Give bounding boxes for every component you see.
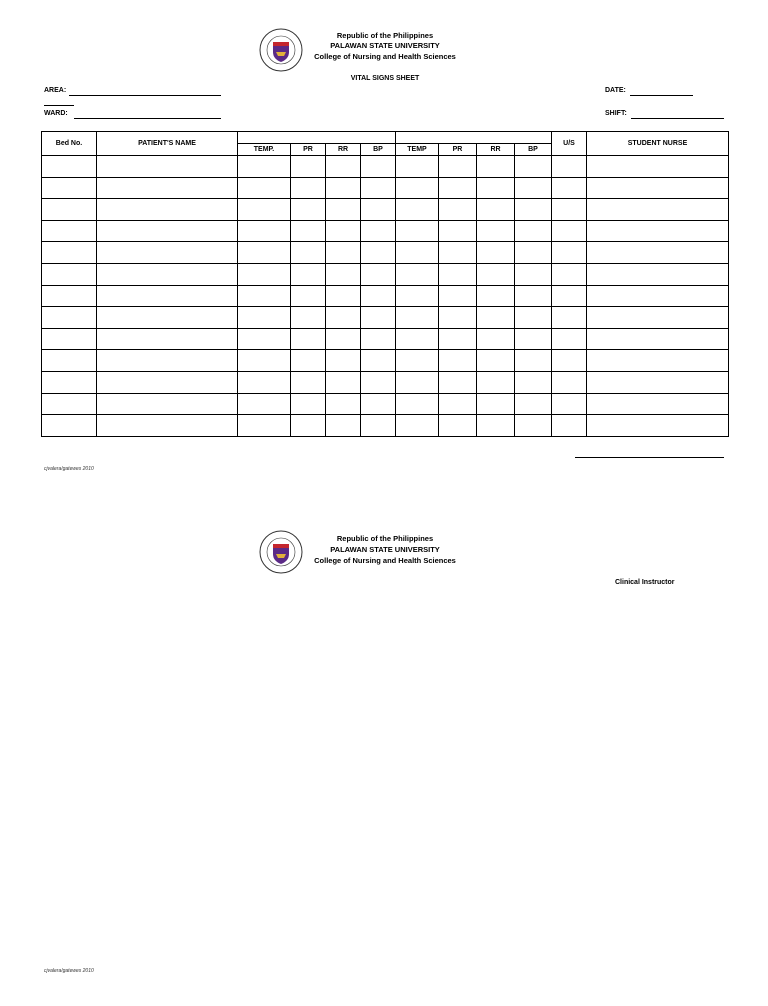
table-cell[interactable] xyxy=(552,415,587,437)
table-cell[interactable] xyxy=(439,156,477,178)
table-cell[interactable] xyxy=(238,285,291,307)
table-cell[interactable] xyxy=(326,307,361,329)
area-label: AREA: xyxy=(44,87,67,94)
table-cell[interactable] xyxy=(238,328,291,350)
table-cell[interactable] xyxy=(477,177,515,199)
table-cell[interactable] xyxy=(439,285,477,307)
table-cell[interactable] xyxy=(477,393,515,415)
table-cell[interactable] xyxy=(552,177,587,199)
table-cell[interactable] xyxy=(42,328,97,350)
col-patient-name: PATIENT'S NAME xyxy=(97,132,238,156)
table-cell[interactable] xyxy=(238,371,291,393)
table-cell[interactable] xyxy=(238,177,291,199)
table-cell[interactable] xyxy=(326,263,361,285)
shift-field[interactable] xyxy=(631,118,724,119)
table-cell[interactable] xyxy=(361,393,396,415)
table-cell[interactable] xyxy=(396,285,439,307)
table-cell[interactable] xyxy=(587,328,729,350)
shift-label: SHIFT: xyxy=(605,110,627,117)
table-row xyxy=(42,285,729,307)
table-row xyxy=(42,156,729,178)
table-cell[interactable] xyxy=(439,393,477,415)
table-cell[interactable] xyxy=(238,199,291,221)
table-cell[interactable] xyxy=(326,220,361,242)
table-cell[interactable] xyxy=(238,156,291,178)
table-cell[interactable] xyxy=(326,177,361,199)
col-pr-1: PR xyxy=(291,144,326,156)
table-cell[interactable] xyxy=(477,220,515,242)
table-row xyxy=(42,220,729,242)
table-row xyxy=(42,371,729,393)
table-cell[interactable] xyxy=(238,220,291,242)
table-cell[interactable] xyxy=(326,350,361,372)
table-cell[interactable] xyxy=(97,177,238,199)
table-cell[interactable] xyxy=(238,263,291,285)
table-row xyxy=(42,242,729,264)
table-cell[interactable] xyxy=(238,350,291,372)
table-cell[interactable] xyxy=(361,415,396,437)
table-cell[interactable] xyxy=(97,350,238,372)
table-cell[interactable] xyxy=(515,328,552,350)
table-cell[interactable] xyxy=(97,393,238,415)
table-cell[interactable] xyxy=(291,263,326,285)
table-row xyxy=(42,263,729,285)
table-cell[interactable] xyxy=(291,156,326,178)
table-cell[interactable] xyxy=(515,393,552,415)
table-cell[interactable] xyxy=(587,307,729,329)
table-cell[interactable] xyxy=(477,199,515,221)
header-university: PALAWAN STATE UNIVERSITY xyxy=(330,41,440,50)
table-cell[interactable] xyxy=(291,285,326,307)
table-cell[interactable] xyxy=(587,263,729,285)
table-cell[interactable] xyxy=(291,220,326,242)
table-cell[interactable] xyxy=(515,307,552,329)
col-temp-2: TEMP xyxy=(396,144,439,156)
table-row xyxy=(42,307,729,329)
vital-signs-table xyxy=(41,131,729,437)
table-cell[interactable] xyxy=(515,263,552,285)
table-cell[interactable] xyxy=(361,285,396,307)
table-cell[interactable] xyxy=(439,220,477,242)
table-cell[interactable] xyxy=(396,220,439,242)
table-cell[interactable] xyxy=(42,285,97,307)
table-cell[interactable] xyxy=(477,263,515,285)
table-cell[interactable] xyxy=(515,350,552,372)
table-cell[interactable] xyxy=(396,156,439,178)
table-cell[interactable] xyxy=(439,263,477,285)
table-cell[interactable] xyxy=(439,328,477,350)
table-cell[interactable] xyxy=(238,242,291,264)
table-cell[interactable] xyxy=(439,350,477,372)
table-cell[interactable] xyxy=(396,263,439,285)
table-cell[interactable] xyxy=(552,242,587,264)
table-cell[interactable] xyxy=(515,242,552,264)
table-cell[interactable] xyxy=(552,285,587,307)
table-cell[interactable] xyxy=(396,350,439,372)
table-cell[interactable] xyxy=(291,393,326,415)
table-cell[interactable] xyxy=(361,156,396,178)
table-row xyxy=(42,177,729,199)
table-cell[interactable] xyxy=(42,415,97,437)
col-us: U/S xyxy=(552,132,587,156)
table-row xyxy=(42,199,729,221)
table-cell[interactable] xyxy=(396,415,439,437)
col-bp-1: BP xyxy=(361,144,396,156)
date-field[interactable] xyxy=(630,95,693,96)
table-cell[interactable] xyxy=(42,177,97,199)
table-cell[interactable] xyxy=(552,156,587,178)
table-cell[interactable] xyxy=(42,307,97,329)
ward-field[interactable] xyxy=(74,118,221,119)
table-cell[interactable] xyxy=(439,371,477,393)
table-cell[interactable] xyxy=(97,199,238,221)
table-cell[interactable] xyxy=(238,393,291,415)
table-cell[interactable] xyxy=(552,199,587,221)
table-cell[interactable] xyxy=(439,242,477,264)
table-cell[interactable] xyxy=(396,199,439,221)
table-cell[interactable] xyxy=(97,156,238,178)
area-field[interactable] xyxy=(69,95,221,96)
col-rr-1: RR xyxy=(326,144,361,156)
table-cell[interactable] xyxy=(587,371,729,393)
table-cell[interactable] xyxy=(361,350,396,372)
table-cell[interactable] xyxy=(477,156,515,178)
table-cell[interactable] xyxy=(587,350,729,372)
table-cell[interactable] xyxy=(515,285,552,307)
table-cell[interactable] xyxy=(552,263,587,285)
table-cell[interactable] xyxy=(291,177,326,199)
group2-heading-cell[interactable] xyxy=(396,132,552,144)
table-cell[interactable] xyxy=(97,415,238,437)
table-cell[interactable] xyxy=(291,350,326,372)
table-cell[interactable] xyxy=(361,263,396,285)
table-cell[interactable] xyxy=(326,199,361,221)
table-cell[interactable] xyxy=(552,328,587,350)
table-cell[interactable] xyxy=(42,156,97,178)
table-cell[interactable] xyxy=(97,307,238,329)
table-cell[interactable] xyxy=(326,285,361,307)
table-cell[interactable] xyxy=(587,199,729,221)
col-temp-1: TEMP. xyxy=(238,144,291,156)
table-cell[interactable] xyxy=(552,371,587,393)
table-cell[interactable] xyxy=(439,177,477,199)
group1-heading-cell[interactable] xyxy=(238,132,396,144)
table-cell[interactable] xyxy=(477,307,515,329)
table-cell[interactable] xyxy=(361,307,396,329)
credit-bottom: cjvalera/gatewes 2010 xyxy=(44,968,94,974)
table-cell[interactable] xyxy=(552,307,587,329)
table-cell[interactable] xyxy=(587,285,729,307)
table-cell[interactable] xyxy=(552,393,587,415)
table-body xyxy=(42,156,729,437)
table-cell[interactable] xyxy=(361,328,396,350)
table-cell[interactable] xyxy=(42,220,97,242)
table-cell[interactable] xyxy=(326,415,361,437)
table-cell[interactable] xyxy=(97,285,238,307)
table-row xyxy=(42,350,729,372)
table-row xyxy=(42,328,729,350)
signature-line[interactable] xyxy=(575,457,724,458)
table-cell[interactable] xyxy=(97,220,238,242)
table-cell[interactable] xyxy=(587,415,729,437)
table-cell[interactable] xyxy=(326,371,361,393)
table-cell[interactable] xyxy=(587,177,729,199)
table-cell[interactable] xyxy=(587,220,729,242)
ward-label: WARD: xyxy=(44,110,68,117)
table-cell[interactable] xyxy=(439,415,477,437)
table-cell[interactable] xyxy=(477,415,515,437)
table-cell[interactable] xyxy=(515,220,552,242)
col-bed-no: Bed No. xyxy=(42,132,97,156)
table-cell[interactable] xyxy=(42,393,97,415)
header2-university: PALAWAN STATE UNIVERSITY xyxy=(330,545,440,554)
table-cell[interactable] xyxy=(552,220,587,242)
table-cell[interactable] xyxy=(291,199,326,221)
table-cell[interactable] xyxy=(587,393,729,415)
table-cell[interactable] xyxy=(477,242,515,264)
table-cell[interactable] xyxy=(97,371,238,393)
table-cell[interactable] xyxy=(42,350,97,372)
table-cell[interactable] xyxy=(587,242,729,264)
table-cell[interactable] xyxy=(587,156,729,178)
table-cell[interactable] xyxy=(515,156,552,178)
table-cell[interactable] xyxy=(326,156,361,178)
table-cell[interactable] xyxy=(477,350,515,372)
table-cell[interactable] xyxy=(97,242,238,264)
table-cell[interactable] xyxy=(361,242,396,264)
table-cell[interactable] xyxy=(515,415,552,437)
table-cell[interactable] xyxy=(326,393,361,415)
table-cell[interactable] xyxy=(439,199,477,221)
col-bp-2: BP xyxy=(515,144,552,156)
table-cell[interactable] xyxy=(291,242,326,264)
date-label: DATE: xyxy=(605,87,626,94)
university-seal-icon-2 xyxy=(259,530,303,574)
table-cell[interactable] xyxy=(396,393,439,415)
area-field-continuation[interactable] xyxy=(44,105,74,106)
form-title: VITAL SIGNS SHEET xyxy=(350,75,420,82)
table-cell[interactable] xyxy=(515,177,552,199)
table-cell[interactable] xyxy=(396,328,439,350)
table-cell[interactable] xyxy=(439,307,477,329)
table-cell[interactable] xyxy=(238,307,291,329)
table-cell[interactable] xyxy=(361,371,396,393)
header-republic: Republic of the Philippines xyxy=(336,31,434,40)
university-seal-icon xyxy=(259,28,303,72)
col-pr-2: PR xyxy=(439,144,477,156)
table-cell[interactable] xyxy=(291,371,326,393)
table-cell[interactable] xyxy=(238,415,291,437)
table-cell[interactable] xyxy=(396,177,439,199)
table-cell[interactable] xyxy=(291,328,326,350)
table-cell[interactable] xyxy=(396,242,439,264)
table-cell[interactable] xyxy=(477,328,515,350)
table-cell[interactable] xyxy=(361,199,396,221)
table-cell[interactable] xyxy=(396,307,439,329)
table-cell[interactable] xyxy=(326,328,361,350)
table-cell[interactable] xyxy=(42,263,97,285)
table-cell[interactable] xyxy=(291,307,326,329)
table-cell[interactable] xyxy=(552,350,587,372)
table-cell[interactable] xyxy=(42,199,97,221)
col-rr-2: RR xyxy=(477,144,515,156)
table-cell[interactable] xyxy=(326,242,361,264)
header2-republic: Republic of the Philippines xyxy=(336,534,434,543)
table-cell[interactable] xyxy=(361,177,396,199)
table-cell[interactable] xyxy=(477,371,515,393)
table-cell[interactable] xyxy=(291,415,326,437)
header2-college: College of Nursing and Health Sciences xyxy=(314,556,456,565)
header-college: College of Nursing and Health Sciences xyxy=(314,52,456,61)
table-cell[interactable] xyxy=(97,263,238,285)
table-row xyxy=(42,415,729,437)
table-cell[interactable] xyxy=(42,242,97,264)
table-cell[interactable] xyxy=(477,285,515,307)
table-cell[interactable] xyxy=(515,199,552,221)
clinical-instructor-label: Clinical Instructor xyxy=(615,579,675,586)
table-cell[interactable] xyxy=(361,220,396,242)
table-cell[interactable] xyxy=(97,328,238,350)
col-student-nurse: STUDENT NURSE xyxy=(587,132,729,156)
credit-top: cjvalera/gatewes 2010 xyxy=(44,466,94,472)
table-cell[interactable] xyxy=(515,371,552,393)
table-row xyxy=(42,393,729,415)
table-cell[interactable] xyxy=(396,371,439,393)
table-cell[interactable] xyxy=(42,371,97,393)
